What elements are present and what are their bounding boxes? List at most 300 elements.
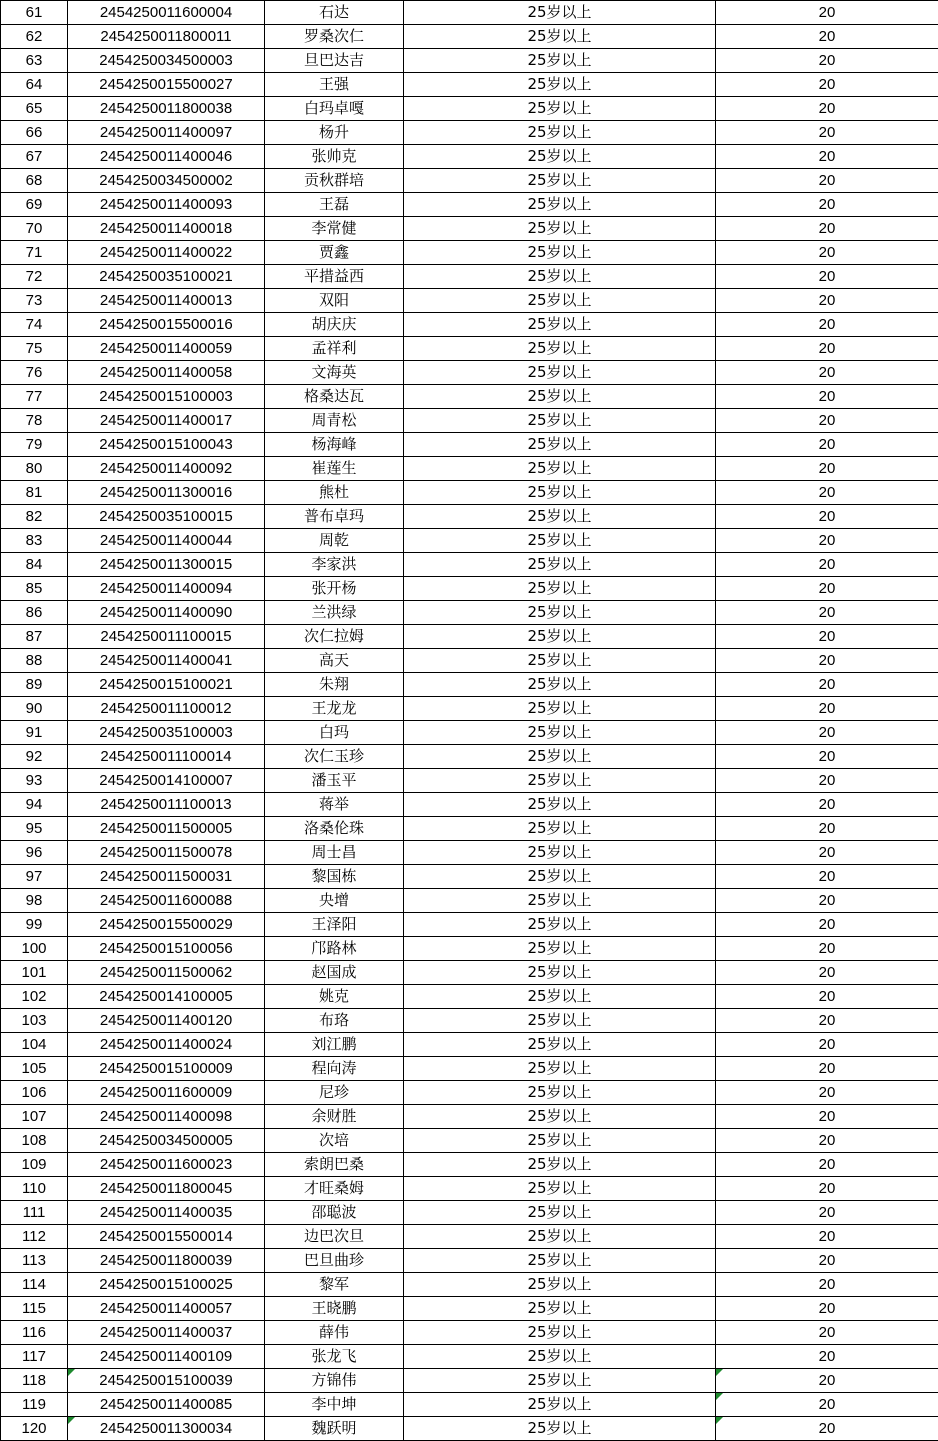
cell-candidate-id[interactable]: 2454250011400018 — [68, 217, 265, 241]
cell-age-group[interactable]: 25岁以上 — [404, 1, 716, 25]
cell-name[interactable]: 朱翔 — [265, 673, 404, 697]
cell-name[interactable]: 白玛 — [265, 721, 404, 745]
cell-age-group[interactable]: 25岁以上 — [404, 913, 716, 937]
cell-score[interactable]: 20 — [716, 1105, 938, 1129]
cell-name[interactable]: 索朗巴桑 — [265, 1153, 404, 1177]
cell-name[interactable]: 李中坤 — [265, 1393, 404, 1417]
cell-seq-number[interactable]: 68 — [1, 169, 68, 193]
cell-age-group[interactable]: 25岁以上 — [404, 169, 716, 193]
cell-age-group[interactable]: 25岁以上 — [404, 985, 716, 1009]
cell-seq-number[interactable]: 114 — [1, 1273, 68, 1297]
cell-name[interactable]: 石达 — [265, 1, 404, 25]
cell-score[interactable]: 20 — [716, 1177, 938, 1201]
cell-candidate-id[interactable]: 2454250011400058 — [68, 361, 265, 385]
cell-age-group[interactable]: 25岁以上 — [404, 73, 716, 97]
cell-candidate-id[interactable]: 2454250011100013 — [68, 793, 265, 817]
cell-age-group[interactable]: 25岁以上 — [404, 505, 716, 529]
cell-candidate-id[interactable]: 2454250015100039 — [68, 1369, 265, 1393]
cell-candidate-id[interactable]: 2454250011400057 — [68, 1297, 265, 1321]
cell-seq-number[interactable]: 80 — [1, 457, 68, 481]
cell-score[interactable]: 20 — [716, 217, 938, 241]
cell-seq-number[interactable]: 99 — [1, 913, 68, 937]
cell-age-group[interactable]: 25岁以上 — [404, 601, 716, 625]
cell-score[interactable]: 20 — [716, 529, 938, 553]
cell-age-group[interactable]: 25岁以上 — [404, 649, 716, 673]
cell-candidate-id[interactable]: 2454250011400093 — [68, 193, 265, 217]
cell-seq-number[interactable]: 75 — [1, 337, 68, 361]
cell-candidate-id[interactable]: 2454250011400037 — [68, 1321, 265, 1345]
cell-age-group[interactable]: 25岁以上 — [404, 1129, 716, 1153]
cell-score[interactable]: 20 — [716, 649, 938, 673]
cell-name[interactable]: 周乾 — [265, 529, 404, 553]
cell-age-group[interactable]: 25岁以上 — [404, 1225, 716, 1249]
cell-seq-number[interactable]: 83 — [1, 529, 68, 553]
cell-age-group[interactable]: 25岁以上 — [404, 793, 716, 817]
cell-seq-number[interactable]: 109 — [1, 1153, 68, 1177]
cell-candidate-id[interactable]: 2454250011500005 — [68, 817, 265, 841]
cell-age-group[interactable]: 25岁以上 — [404, 961, 716, 985]
cell-name[interactable]: 崔莲生 — [265, 457, 404, 481]
cell-seq-number[interactable]: 87 — [1, 625, 68, 649]
cell-age-group[interactable]: 25岁以上 — [404, 865, 716, 889]
cell-candidate-id[interactable]: 2454250015500029 — [68, 913, 265, 937]
cell-score[interactable]: 20 — [716, 1345, 938, 1369]
cell-age-group[interactable]: 25岁以上 — [404, 1321, 716, 1345]
cell-score[interactable]: 20 — [716, 145, 938, 169]
cell-candidate-id[interactable]: 2454250011600023 — [68, 1153, 265, 1177]
cell-name[interactable]: 兰洪绿 — [265, 601, 404, 625]
cell-name[interactable]: 黎国栋 — [265, 865, 404, 889]
cell-score[interactable]: 20 — [716, 937, 938, 961]
cell-age-group[interactable]: 25岁以上 — [404, 409, 716, 433]
cell-candidate-id[interactable]: 2454250011800011 — [68, 25, 265, 49]
cell-candidate-id[interactable]: 2454250014100007 — [68, 769, 265, 793]
cell-candidate-id[interactable]: 2454250035100003 — [68, 721, 265, 745]
cell-candidate-id[interactable]: 2454250015500016 — [68, 313, 265, 337]
cell-seq-number[interactable]: 81 — [1, 481, 68, 505]
cell-score[interactable]: 20 — [716, 841, 938, 865]
cell-name[interactable]: 王磊 — [265, 193, 404, 217]
cell-age-group[interactable]: 25岁以上 — [404, 193, 716, 217]
cell-name[interactable]: 普布卓玛 — [265, 505, 404, 529]
cell-name[interactable]: 周青松 — [265, 409, 404, 433]
cell-name[interactable]: 王强 — [265, 73, 404, 97]
cell-name[interactable]: 周士昌 — [265, 841, 404, 865]
cell-name[interactable]: 张开杨 — [265, 577, 404, 601]
cell-score[interactable]: 20 — [716, 1033, 938, 1057]
cell-seq-number[interactable]: 96 — [1, 841, 68, 865]
cell-seq-number[interactable]: 65 — [1, 97, 68, 121]
cell-name[interactable]: 胡庆庆 — [265, 313, 404, 337]
cell-candidate-id[interactable]: 2454250011400109 — [68, 1345, 265, 1369]
cell-seq-number[interactable]: 63 — [1, 49, 68, 73]
cell-score[interactable]: 20 — [716, 433, 938, 457]
cell-age-group[interactable]: 25岁以上 — [404, 841, 716, 865]
cell-name[interactable]: 次培 — [265, 1129, 404, 1153]
cell-score[interactable]: 20 — [716, 409, 938, 433]
cell-seq-number[interactable]: 113 — [1, 1249, 68, 1273]
cell-seq-number[interactable]: 93 — [1, 769, 68, 793]
cell-score[interactable]: 20 — [716, 793, 938, 817]
cell-score[interactable]: 20 — [716, 769, 938, 793]
cell-age-group[interactable]: 25岁以上 — [404, 481, 716, 505]
cell-name[interactable]: 才旺桑姆 — [265, 1177, 404, 1201]
cell-name[interactable]: 文海英 — [265, 361, 404, 385]
cell-score[interactable]: 20 — [716, 25, 938, 49]
cell-age-group[interactable]: 25岁以上 — [404, 433, 716, 457]
cell-age-group[interactable]: 25岁以上 — [404, 1369, 716, 1393]
cell-candidate-id[interactable]: 2454250011100012 — [68, 697, 265, 721]
cell-score[interactable]: 20 — [716, 1393, 938, 1417]
cell-score[interactable]: 20 — [716, 865, 938, 889]
cell-age-group[interactable]: 25岁以上 — [404, 529, 716, 553]
cell-seq-number[interactable]: 98 — [1, 889, 68, 913]
cell-name[interactable]: 熊杜 — [265, 481, 404, 505]
cell-score[interactable]: 20 — [716, 169, 938, 193]
cell-seq-number[interactable]: 118 — [1, 1369, 68, 1393]
cell-seq-number[interactable]: 85 — [1, 577, 68, 601]
cell-age-group[interactable]: 25岁以上 — [404, 1201, 716, 1225]
cell-candidate-id[interactable]: 2454250011600004 — [68, 1, 265, 25]
cell-age-group[interactable]: 25岁以上 — [404, 889, 716, 913]
cell-score[interactable]: 20 — [716, 505, 938, 529]
cell-name[interactable]: 尼珍 — [265, 1081, 404, 1105]
cell-age-group[interactable]: 25岁以上 — [404, 25, 716, 49]
cell-score[interactable]: 20 — [716, 913, 938, 937]
cell-candidate-id[interactable]: 2454250011400085 — [68, 1393, 265, 1417]
cell-score[interactable]: 20 — [716, 1201, 938, 1225]
cell-name[interactable]: 薛伟 — [265, 1321, 404, 1345]
cell-score[interactable]: 20 — [716, 457, 938, 481]
cell-score[interactable]: 20 — [716, 721, 938, 745]
cell-score[interactable]: 20 — [716, 1273, 938, 1297]
cell-name[interactable]: 贡秋群培 — [265, 169, 404, 193]
cell-candidate-id[interactable]: 2454250011400090 — [68, 601, 265, 625]
cell-seq-number[interactable]: 74 — [1, 313, 68, 337]
cell-name[interactable]: 格桑达瓦 — [265, 385, 404, 409]
cell-candidate-id[interactable]: 2454250034500002 — [68, 169, 265, 193]
cell-seq-number[interactable]: 120 — [1, 1417, 68, 1441]
cell-age-group[interactable]: 25岁以上 — [404, 1009, 716, 1033]
cell-candidate-id[interactable]: 2454250015100003 — [68, 385, 265, 409]
cell-score[interactable]: 20 — [716, 1297, 938, 1321]
cell-age-group[interactable]: 25岁以上 — [404, 577, 716, 601]
cell-age-group[interactable]: 25岁以上 — [404, 721, 716, 745]
cell-age-group[interactable]: 25岁以上 — [404, 673, 716, 697]
cell-score[interactable]: 20 — [716, 265, 938, 289]
cell-seq-number[interactable]: 82 — [1, 505, 68, 529]
cell-seq-number[interactable]: 119 — [1, 1393, 68, 1417]
cell-name[interactable]: 次仁玉珍 — [265, 745, 404, 769]
cell-age-group[interactable]: 25岁以上 — [404, 937, 716, 961]
cell-candidate-id[interactable]: 2454250015100025 — [68, 1273, 265, 1297]
cell-candidate-id[interactable]: 2454250011500031 — [68, 865, 265, 889]
cell-seq-number[interactable]: 92 — [1, 745, 68, 769]
cell-candidate-id[interactable]: 2454250015500014 — [68, 1225, 265, 1249]
cell-name[interactable]: 孟祥利 — [265, 337, 404, 361]
cell-name[interactable]: 白玛卓嘎 — [265, 97, 404, 121]
cell-name[interactable]: 王晓鹏 — [265, 1297, 404, 1321]
cell-score[interactable]: 20 — [716, 1369, 938, 1393]
cell-candidate-id[interactable]: 2454250035100015 — [68, 505, 265, 529]
cell-seq-number[interactable]: 90 — [1, 697, 68, 721]
cell-score[interactable]: 20 — [716, 697, 938, 721]
cell-age-group[interactable]: 25岁以上 — [404, 1105, 716, 1129]
cell-candidate-id[interactable]: 2454250014100005 — [68, 985, 265, 1009]
cell-candidate-id[interactable]: 2454250035100021 — [68, 265, 265, 289]
cell-score[interactable]: 20 — [716, 577, 938, 601]
cell-name[interactable]: 贾鑫 — [265, 241, 404, 265]
cell-score[interactable]: 20 — [716, 1, 938, 25]
cell-candidate-id[interactable]: 2454250011100015 — [68, 625, 265, 649]
cell-age-group[interactable]: 25岁以上 — [404, 1033, 716, 1057]
cell-score[interactable]: 20 — [716, 985, 938, 1009]
cell-age-group[interactable]: 25岁以上 — [404, 697, 716, 721]
cell-name[interactable]: 程向涛 — [265, 1057, 404, 1081]
cell-score[interactable]: 20 — [716, 1321, 938, 1345]
cell-name[interactable]: 邵聪波 — [265, 1201, 404, 1225]
cell-score[interactable]: 20 — [716, 49, 938, 73]
cell-name[interactable]: 旦巴达吉 — [265, 49, 404, 73]
cell-candidate-id[interactable]: 2454250011400120 — [68, 1009, 265, 1033]
cell-score[interactable]: 20 — [716, 73, 938, 97]
cell-name[interactable]: 杨升 — [265, 121, 404, 145]
cell-candidate-id[interactable]: 2454250011600088 — [68, 889, 265, 913]
cell-seq-number[interactable]: 117 — [1, 1345, 68, 1369]
cell-seq-number[interactable]: 112 — [1, 1225, 68, 1249]
cell-score[interactable]: 20 — [716, 481, 938, 505]
cell-name[interactable]: 张帅克 — [265, 145, 404, 169]
cell-candidate-id[interactable]: 2454250011400024 — [68, 1033, 265, 1057]
cell-seq-number[interactable]: 111 — [1, 1201, 68, 1225]
cell-score[interactable]: 20 — [716, 1009, 938, 1033]
cell-seq-number[interactable]: 106 — [1, 1081, 68, 1105]
cell-candidate-id[interactable]: 2454250011300034 — [68, 1417, 265, 1441]
cell-candidate-id[interactable]: 2454250015100009 — [68, 1057, 265, 1081]
cell-seq-number[interactable]: 115 — [1, 1297, 68, 1321]
cell-candidate-id[interactable]: 2454250011800039 — [68, 1249, 265, 1273]
cell-score[interactable]: 20 — [716, 121, 938, 145]
cell-seq-number[interactable]: 61 — [1, 1, 68, 25]
cell-seq-number[interactable]: 64 — [1, 73, 68, 97]
cell-seq-number[interactable]: 116 — [1, 1321, 68, 1345]
cell-seq-number[interactable]: 72 — [1, 265, 68, 289]
cell-candidate-id[interactable]: 2454250011400098 — [68, 1105, 265, 1129]
cell-candidate-id[interactable]: 2454250011400013 — [68, 289, 265, 313]
cell-seq-number[interactable]: 105 — [1, 1057, 68, 1081]
cell-age-group[interactable]: 25岁以上 — [404, 1345, 716, 1369]
cell-candidate-id[interactable]: 2454250011600009 — [68, 1081, 265, 1105]
cell-seq-number[interactable]: 84 — [1, 553, 68, 577]
cell-name[interactable]: 王龙龙 — [265, 697, 404, 721]
cell-seq-number[interactable]: 97 — [1, 865, 68, 889]
cell-age-group[interactable]: 25岁以上 — [404, 769, 716, 793]
cell-candidate-id[interactable]: 2454250011400044 — [68, 529, 265, 553]
cell-score[interactable]: 20 — [716, 337, 938, 361]
cell-name[interactable]: 赵国成 — [265, 961, 404, 985]
cell-name[interactable]: 罗桑次仁 — [265, 25, 404, 49]
cell-seq-number[interactable]: 101 — [1, 961, 68, 985]
cell-score[interactable]: 20 — [716, 673, 938, 697]
cell-candidate-id[interactable]: 2454250034500005 — [68, 1129, 265, 1153]
cell-score[interactable]: 20 — [716, 193, 938, 217]
cell-candidate-id[interactable]: 2454250011400046 — [68, 145, 265, 169]
cell-score[interactable]: 20 — [716, 1081, 938, 1105]
cell-candidate-id[interactable]: 2454250011400097 — [68, 121, 265, 145]
cell-candidate-id[interactable]: 2454250011400022 — [68, 241, 265, 265]
cell-age-group[interactable]: 25岁以上 — [404, 1081, 716, 1105]
cell-candidate-id[interactable]: 2454250011400041 — [68, 649, 265, 673]
cell-age-group[interactable]: 25岁以上 — [404, 361, 716, 385]
cell-candidate-id[interactable]: 2454250011300015 — [68, 553, 265, 577]
cell-candidate-id[interactable]: 2454250011400035 — [68, 1201, 265, 1225]
cell-seq-number[interactable]: 108 — [1, 1129, 68, 1153]
cell-name[interactable]: 姚克 — [265, 985, 404, 1009]
cell-seq-number[interactable]: 67 — [1, 145, 68, 169]
cell-name[interactable]: 杨海峰 — [265, 433, 404, 457]
cell-candidate-id[interactable]: 2454250015100056 — [68, 937, 265, 961]
cell-candidate-id[interactable]: 2454250034500003 — [68, 49, 265, 73]
cell-score[interactable]: 20 — [716, 361, 938, 385]
cell-seq-number[interactable]: 102 — [1, 985, 68, 1009]
cell-age-group[interactable]: 25岁以上 — [404, 625, 716, 649]
cell-score[interactable]: 20 — [716, 889, 938, 913]
cell-seq-number[interactable]: 69 — [1, 193, 68, 217]
cell-name[interactable]: 高天 — [265, 649, 404, 673]
cell-age-group[interactable]: 25岁以上 — [404, 745, 716, 769]
cell-score[interactable]: 20 — [716, 1417, 938, 1441]
cell-name[interactable]: 布珞 — [265, 1009, 404, 1033]
cell-seq-number[interactable]: 79 — [1, 433, 68, 457]
cell-candidate-id[interactable]: 2454250011400017 — [68, 409, 265, 433]
cell-seq-number[interactable]: 73 — [1, 289, 68, 313]
cell-score[interactable]: 20 — [716, 241, 938, 265]
cell-seq-number[interactable]: 77 — [1, 385, 68, 409]
cell-seq-number[interactable]: 70 — [1, 217, 68, 241]
cell-age-group[interactable]: 25岁以上 — [404, 241, 716, 265]
cell-seq-number[interactable]: 66 — [1, 121, 68, 145]
cell-seq-number[interactable]: 71 — [1, 241, 68, 265]
cell-score[interactable]: 20 — [716, 601, 938, 625]
cell-name[interactable]: 李常健 — [265, 217, 404, 241]
cell-name[interactable]: 平措益西 — [265, 265, 404, 289]
cell-name[interactable]: 张龙飞 — [265, 1345, 404, 1369]
cell-age-group[interactable]: 25岁以上 — [404, 1057, 716, 1081]
cell-score[interactable]: 20 — [716, 385, 938, 409]
cell-score[interactable]: 20 — [716, 1249, 938, 1273]
cell-name[interactable]: 邝路林 — [265, 937, 404, 961]
cell-score[interactable]: 20 — [716, 553, 938, 577]
cell-age-group[interactable]: 25岁以上 — [404, 1177, 716, 1201]
cell-score[interactable]: 20 — [716, 1129, 938, 1153]
cell-age-group[interactable]: 25岁以上 — [404, 1417, 716, 1441]
cell-seq-number[interactable]: 103 — [1, 1009, 68, 1033]
cell-name[interactable]: 蒋举 — [265, 793, 404, 817]
cell-age-group[interactable]: 25岁以上 — [404, 265, 716, 289]
cell-candidate-id[interactable]: 2454250015100021 — [68, 673, 265, 697]
cell-score[interactable]: 20 — [716, 961, 938, 985]
cell-age-group[interactable]: 25岁以上 — [404, 1297, 716, 1321]
cell-name[interactable]: 方锦伟 — [265, 1369, 404, 1393]
cell-candidate-id[interactable]: 2454250011500078 — [68, 841, 265, 865]
cell-seq-number[interactable]: 91 — [1, 721, 68, 745]
cell-score[interactable]: 20 — [716, 289, 938, 313]
cell-age-group[interactable]: 25岁以上 — [404, 145, 716, 169]
cell-score[interactable]: 20 — [716, 1153, 938, 1177]
cell-age-group[interactable]: 25岁以上 — [404, 121, 716, 145]
cell-age-group[interactable]: 25岁以上 — [404, 97, 716, 121]
cell-candidate-id[interactable]: 2454250011500062 — [68, 961, 265, 985]
cell-score[interactable]: 20 — [716, 97, 938, 121]
cell-seq-number[interactable]: 110 — [1, 1177, 68, 1201]
cell-age-group[interactable]: 25岁以上 — [404, 1249, 716, 1273]
cell-seq-number[interactable]: 62 — [1, 25, 68, 49]
cell-candidate-id[interactable]: 2454250015100043 — [68, 433, 265, 457]
cell-seq-number[interactable]: 107 — [1, 1105, 68, 1129]
cell-name[interactable]: 巴旦曲珍 — [265, 1249, 404, 1273]
cell-name[interactable]: 刘江鹏 — [265, 1033, 404, 1057]
cell-name[interactable]: 央增 — [265, 889, 404, 913]
cell-age-group[interactable]: 25岁以上 — [404, 553, 716, 577]
cell-seq-number[interactable]: 95 — [1, 817, 68, 841]
cell-name[interactable]: 李家洪 — [265, 553, 404, 577]
cell-seq-number[interactable]: 88 — [1, 649, 68, 673]
cell-score[interactable]: 20 — [716, 817, 938, 841]
cell-age-group[interactable]: 25岁以上 — [404, 457, 716, 481]
cell-age-group[interactable]: 25岁以上 — [404, 817, 716, 841]
cell-candidate-id[interactable]: 2454250015500027 — [68, 73, 265, 97]
cell-score[interactable]: 20 — [716, 1225, 938, 1249]
cell-name[interactable]: 洛桑伦珠 — [265, 817, 404, 841]
cell-candidate-id[interactable]: 2454250011800045 — [68, 1177, 265, 1201]
cell-score[interactable]: 20 — [716, 745, 938, 769]
cell-age-group[interactable]: 25岁以上 — [404, 217, 716, 241]
cell-seq-number[interactable]: 94 — [1, 793, 68, 817]
cell-score[interactable]: 20 — [716, 1057, 938, 1081]
cell-seq-number[interactable]: 76 — [1, 361, 68, 385]
cell-candidate-id[interactable]: 2454250011400059 — [68, 337, 265, 361]
cell-seq-number[interactable]: 78 — [1, 409, 68, 433]
cell-name[interactable]: 余财胜 — [265, 1105, 404, 1129]
cell-age-group[interactable]: 25岁以上 — [404, 1273, 716, 1297]
cell-age-group[interactable]: 25岁以上 — [404, 1393, 716, 1417]
cell-age-group[interactable]: 25岁以上 — [404, 49, 716, 73]
cell-name[interactable]: 潘玉平 — [265, 769, 404, 793]
cell-candidate-id[interactable]: 2454250011100014 — [68, 745, 265, 769]
cell-seq-number[interactable]: 89 — [1, 673, 68, 697]
cell-age-group[interactable]: 25岁以上 — [404, 313, 716, 337]
cell-age-group[interactable]: 25岁以上 — [404, 385, 716, 409]
cell-seq-number[interactable]: 86 — [1, 601, 68, 625]
cell-age-group[interactable]: 25岁以上 — [404, 337, 716, 361]
cell-age-group[interactable]: 25岁以上 — [404, 1153, 716, 1177]
cell-score[interactable]: 20 — [716, 313, 938, 337]
cell-name[interactable]: 黎军 — [265, 1273, 404, 1297]
cell-candidate-id[interactable]: 2454250011800038 — [68, 97, 265, 121]
cell-candidate-id[interactable]: 2454250011300016 — [68, 481, 265, 505]
cell-name[interactable]: 魏跃明 — [265, 1417, 404, 1441]
cell-age-group[interactable]: 25岁以上 — [404, 289, 716, 313]
cell-seq-number[interactable]: 100 — [1, 937, 68, 961]
cell-name[interactable]: 双阳 — [265, 289, 404, 313]
cell-score[interactable]: 20 — [716, 625, 938, 649]
cell-candidate-id[interactable]: 2454250011400092 — [68, 457, 265, 481]
cell-name[interactable]: 王泽阳 — [265, 913, 404, 937]
cell-name[interactable]: 次仁拉姆 — [265, 625, 404, 649]
cell-seq-number[interactable]: 104 — [1, 1033, 68, 1057]
cell-candidate-id[interactable]: 2454250011400094 — [68, 577, 265, 601]
cell-name[interactable]: 边巴次旦 — [265, 1225, 404, 1249]
